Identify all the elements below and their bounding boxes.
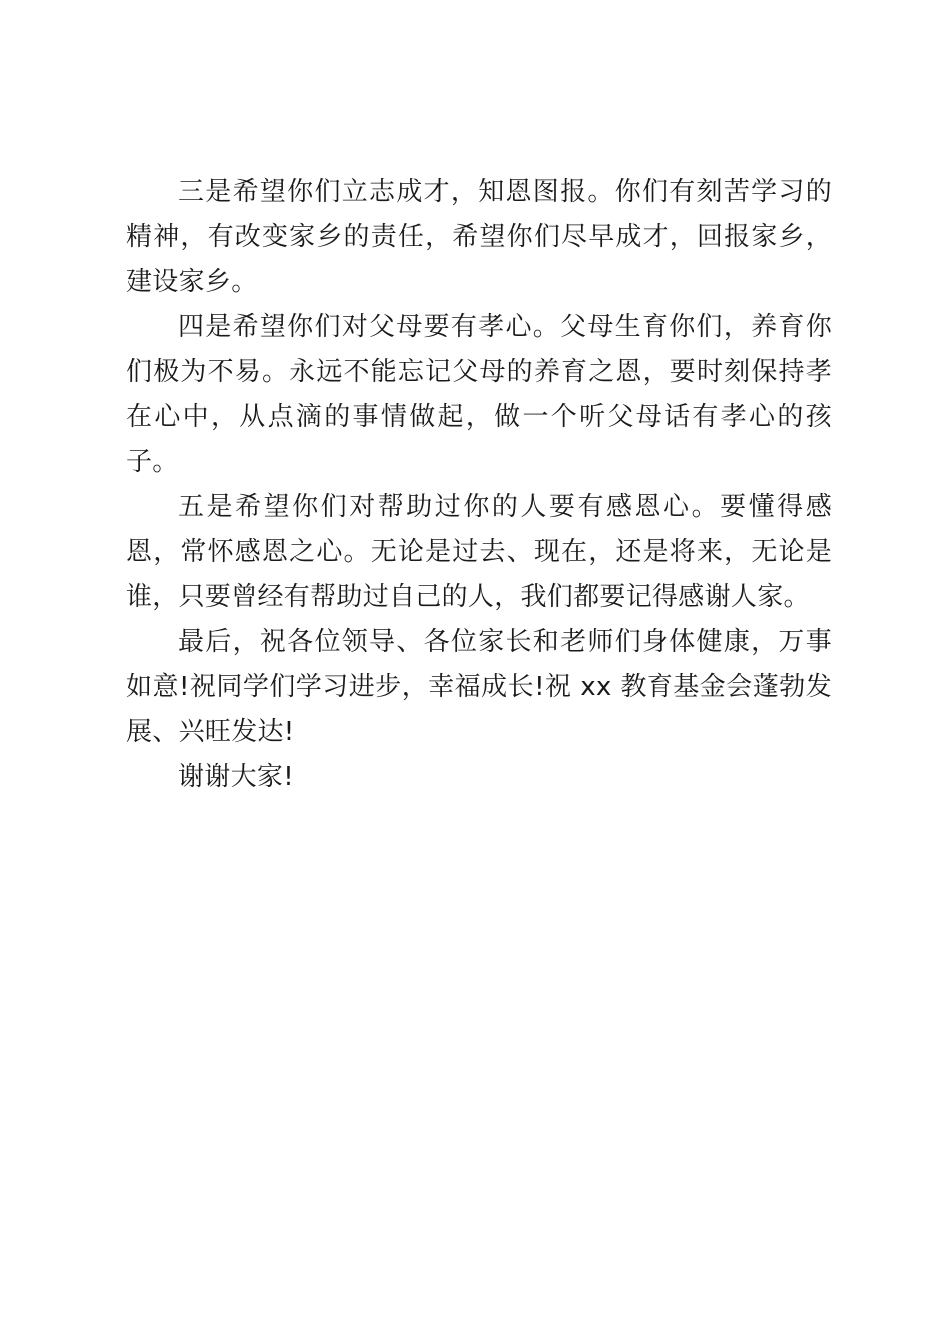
- paragraph-3-aspiration: 三是希望你们立志成才，知恩图报。你们有刻苦学习的精神，有改变家乡的责任，希望你们尽早成才，回报家乡，建设家乡。: [126, 177, 832, 297]
- document-body: [126, 170, 832, 800]
- paragraph-thanks: 谢谢大家!: [178, 762, 294, 792]
- paragraph-5-gratitude: 五是希望你们对帮助过你的人要有感恩心。要懂得感恩，常怀感恩之心。无论是过去、现在，还是将来，无论是谁，只要曾经有帮助过自己的人，我们都要记得感谢人家。: [126, 492, 832, 612]
- paragraph-4-filial-piety: 四是希望你们对父母要有孝心。父母生育你们，养育你们极为不易。永远不能忘记父母的养育之恩，要时刻保持孝在心中，从点滴的事情做起，做一个听父母话有孝心的孩子。: [126, 312, 832, 477]
- paragraph-closing-wishes: 最后，祝各位领导、各位家长和老师们身体健康，万事如意!祝同学们学习进步，幸福成长!祝 xx 教育基金会蓬勃发展、兴旺发达!: [126, 627, 832, 747]
